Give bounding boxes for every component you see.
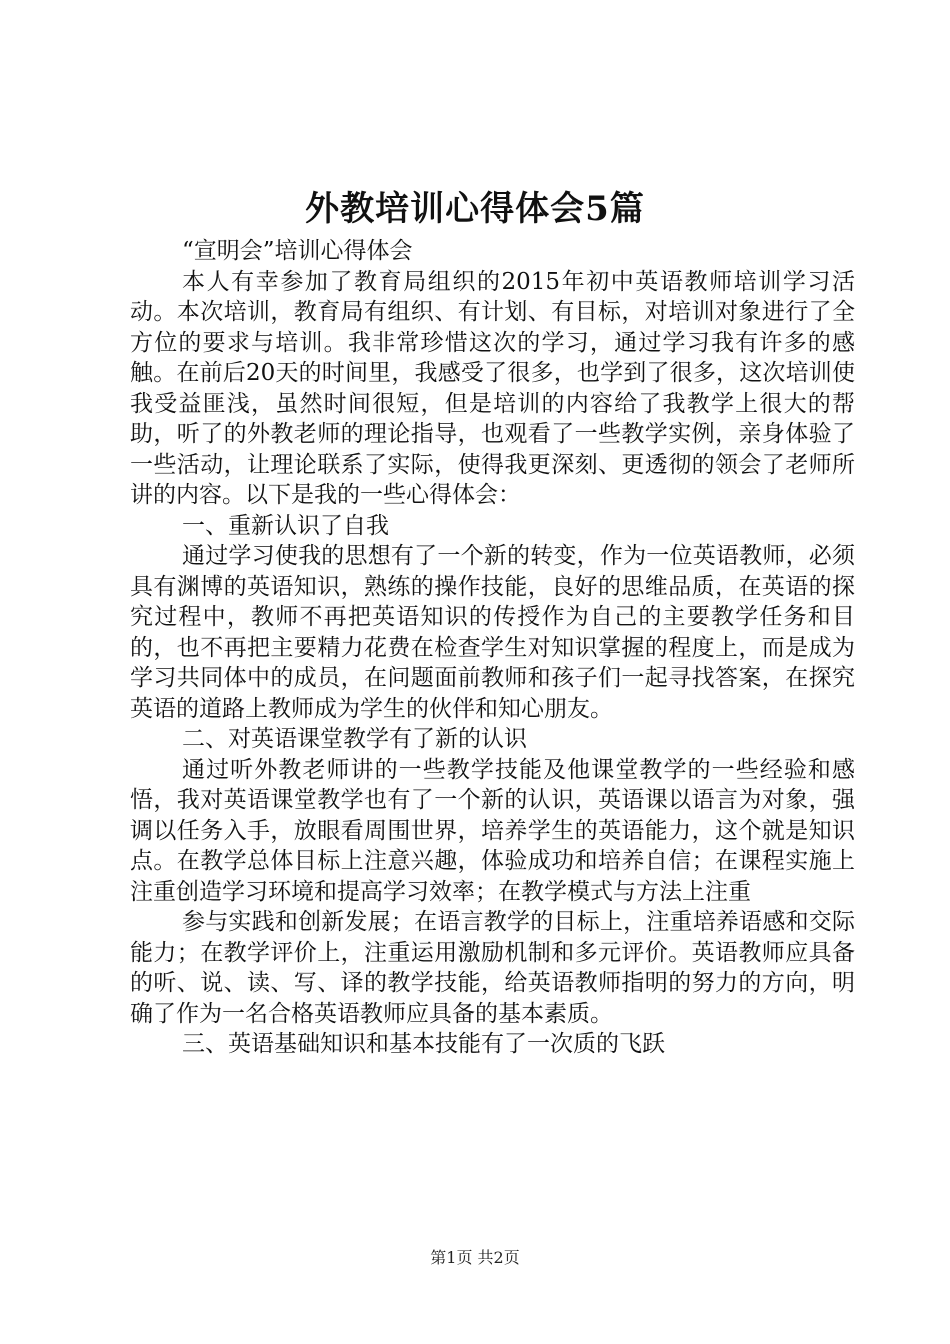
section-heading-2: 二、对英语课堂教学有了新的认识 [182,726,527,752]
document-title: 外教培训心得体会5篇 [305,189,645,229]
document-body [130,236,855,1060]
intro-paragraph: 本人有幸参加了教育局组织的2015年初中英语教师培训学习活动。本次培训，教育局有组织、有计划、有目标，对培训对象进行了全方位的要求与培训。我非常珍惜这次的学习，通过学习我有许多的感触。在前后20天的时间里，我感受了很多，也学到了很多，这次培训使我受益匪浅，虽然时间很短，但是培训的内容给了我教学上很大的帮助，听了的外教老师的理论指导，也观看了一些教学实例，亲身体验了一些活动，让理论联系了实际，使得我更深刻、更透彻的领会了老师所讲的内容。以下是我的一些心得体会： [130,268,855,508]
section-2-paragraph-b: 参与实践和创新发展；在语言教学的目标上，注重培养语感和交际能力；在教学评价上，注重运用激励机制和多元评价。英语教师应具备的听、说、读、写、译的教学技能，给英语教师指明的努力的方向，明确了作为一名合格英语教师应具备的基本素质。 [130,909,855,1027]
section-2-paragraph-a: 通过听外教老师讲的一些教学技能及他课堂教学的一些经验和感悟，我对英语课堂教学也有了一个新的认识，英语课以语言为对象，强调以任务入手，放眼看周围世界，培养学生的英语能力，这个就是知识点。在教学总体目标上注意兴趣，体验成功和培养自信；在课程实施上注重创造学习环境和提高学习效率；在教学模式与方法上注重 [130,756,855,905]
page-footer: 第1页 共2页 [430,1248,520,1267]
subtitle-paragraph: “宣明会”培训心得体会 [182,238,413,264]
section-heading-1: 一、重新认识了自我 [182,512,389,539]
section-1-paragraph: 通过学习使我的思想有了一个新的转变，作为一位英语教师，必须具有渊博的英语知识，熟练的操作技能，良好的思维品质，在英语的探究过程中，教师不再把英语知识的传授作为自己的主要教学任务和目的，也不再把主要精力花费在检查学生对知识掌握的程度上，而是成为学习共同体中的成员，在问题面前教师和孩子们一起寻找答案，在探究英语的道路上教师成为学生的伙伴和知心朋友。 [130,543,855,722]
section-heading-3: 三、英语基础知识和基本技能有了一次质的飞跃 [182,1031,665,1057]
